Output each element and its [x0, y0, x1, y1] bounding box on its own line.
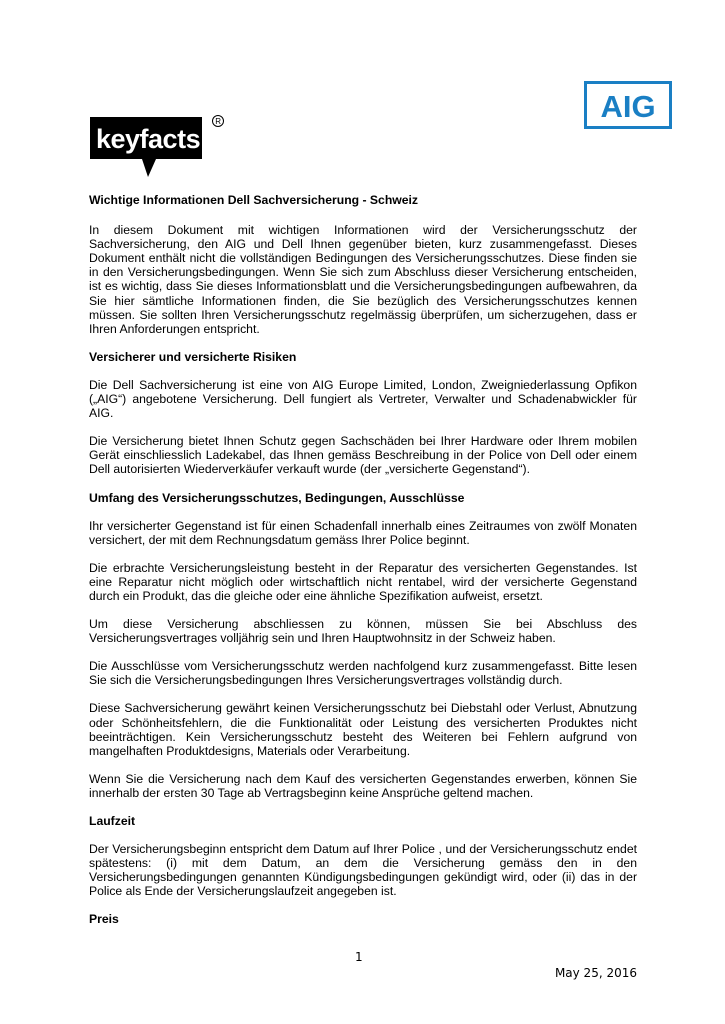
registered-mark: R [215, 117, 222, 126]
page-number: 1 [355, 950, 363, 964]
paragraph: Die Ausschlüsse vom Versicherungsschutz werden nachfolgend kurz zusammengefasst. Bitte lesen Sie sich die Versicherungsbedingungen Ihres Versicherungsvertrages vollständig durch. [89, 659, 637, 688]
paragraph: Der Versicherungsbeginn entspricht dem Datum auf Ihrer Police , und der Versicherungsschutz endet spätestens: (i) mit dem Datum, an dem die Versicherung gemäss den in den Versicherungsbedingungen genannten Kündigungsbedingungen gekündigt wird, oder (ii) das in der Police als Ende der Versicherungslaufzeit angegeben ist. [89, 842, 637, 899]
document-title: Wichtige Informationen Dell Sachversicherung - Schweiz [89, 193, 419, 207]
paragraph: Diese Sachversicherung gewährt keinen Versicherungsschutz bei Diebstahl oder Verlust, Abnutzung oder Schönheitsfehlern, die die Funktionalität oder Leistung des versicherten Produktes nicht beeinträchtigen. Kein Versicherungsschutz besteht des Weiteren bei Fehlern aufgrund von mangelhaften Produktdesigns, Materials oder Verarbeitung. [89, 701, 637, 758]
section-heading-umfang: Umfang des Versicherungsschutzes, Bedingungen, Ausschlüsse [89, 490, 465, 505]
paragraph: Die Dell Sachversicherung ist eine von AIG Europe Limited, London, Zweigniederlassung Opfikon („AIG“) angebotene Versicherung. Dell fungiert als Vertreter, Verwalter und Schadenabwickler für AIG. [89, 377, 637, 421]
aig-logo [584, 81, 672, 129]
paragraph: Die Versicherung bietet Ihnen Schutz gegen Sachschäden bei Ihrer Hardware oder Ihrem mobilen Gerät einschliesslich Ladekabel, das Ihnen gemäss Beschreibung in der Police von Dell oder einem Dell autorisierten Wiederverkäufer verkauft wurde (der „versicherte Gegenstand“). [89, 434, 637, 477]
document-body [89, 193, 637, 941]
paragraph: Die erbrachte Versicherungsleistung besteht in der Reparatur des versicherten Gegenstandes. Ist eine Reparatur nicht möglich oder wirtschaftlich nicht rentabel, wird der versicherte Gegenstand durch ein Produkt, das die gleiche oder eine ähnliche Spezifikation aufweist, ersetzt. [89, 560, 637, 603]
keyfacts-logo-text: keyfacts [96, 124, 201, 154]
paragraph: Ihr versicherter Gegenstand ist für einen Schadenfall innerhalb eines Zeitraumes von zwölf Monaten versichert, der mit dem Rechnungsdatum gemäss Ihrer Police beginnt. [89, 518, 637, 547]
paragraph: Wenn Sie die Versicherung nach dem Kauf des versicherten Gegenstandes erwerben, können Sie innerhalb der ersten 30 Tage ab Vertragsbeginn keine Ansprüche geltend machen. [89, 771, 637, 800]
intro-paragraph: In diesem Dokument mit wichtigen Informationen wird der Versicherungsschutz der Sachversicherung, den AIG und Dell Ihnen gegenüber bieten, kurz zusammengefasst. Dieses Dokument enthält nicht die vollständigen Bedingungen des Versicherungsschutzes. Diese finden sie in den Versicherungsbedingungen. Wenn Sie sich zum Abschluss dieser Versicherung entscheiden, ist es wichtig, dass Sie dieses Informationsblatt und die Versicherungsbedingungen aufbewahren, da Sie hier sämtliche Informationen finden, die Sie bezüglich des Versicherungsschutzes kennen müssen. Sie sollten Ihren Versicherungsschutz regelmässig überprüfen, um sicherzugehen, dass er Ihren Anforderungen entspricht. [89, 223, 637, 336]
keyfacts-logo [90, 113, 230, 181]
aig-logo-text: AIG [600, 89, 656, 124]
section-heading-preis: Preis [89, 912, 119, 927]
section-heading-laufzeit: Laufzeit [89, 814, 136, 828]
paragraph: Um diese Versicherung abschliessen zu können, müssen Sie bei Abschluss des Versicherungsvertrages volljährig sein und Ihren Hauptwohnsitz in der Schweiz haben. [89, 617, 637, 646]
section-heading-versicherer: Versicherer und versicherte Risiken [89, 349, 297, 364]
page-date: May 25, 2016 [554, 966, 637, 980]
